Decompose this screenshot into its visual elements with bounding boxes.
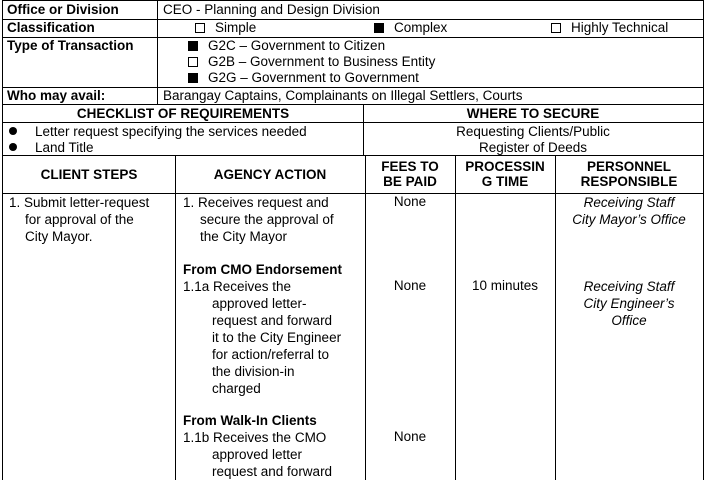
checkbox-icon (188, 57, 198, 67)
agency-action-1: 1. Receives request and secure the approval of the City Mayor (183, 195, 334, 244)
bullet-icon (9, 143, 17, 151)
avail-label: Who may avail: (7, 88, 106, 103)
where-header: WHERE TO SECURE (466, 106, 600, 121)
classification-label: Classification (7, 20, 95, 35)
columns-header-row (3, 156, 703, 194)
classification-option-simple: Simple (195, 20, 256, 35)
transaction-option-g2g: G2G – Government to Government (188, 70, 419, 85)
checklist-header-row (3, 105, 703, 123)
fee-step-1-1a: None (393, 278, 427, 293)
transaction-label: Type of Transaction (7, 38, 134, 53)
client-step-1: 1. Submit letter-request for approval of the City Mayor. (9, 195, 150, 244)
agency-action-1-1b: From Walk-In Clients 1.1b Receives the CMO approved letter request and forward (183, 413, 333, 479)
fee-step-1: None (393, 194, 427, 209)
avail-value: Barangay Captains, Complainants on Illegal Settlers, Courts (163, 88, 523, 103)
agency-action-header: AGENCY ACTION (213, 167, 327, 182)
office-label: Office or Division (7, 2, 119, 17)
checkbox-checked-icon (188, 41, 198, 51)
fees-header: FEES TO BE PAID (381, 159, 439, 189)
requirement-item: Letter request specifying the services needed (9, 124, 307, 139)
checkbox-checked-icon (374, 23, 384, 33)
requirement-item: Land Title (9, 140, 94, 155)
classification-row (3, 20, 703, 38)
personnel-step-1: Receiving Staff City Mayor’s Office (572, 195, 686, 227)
checkbox-icon (195, 23, 205, 33)
office-row (3, 1, 703, 20)
checklist-header: CHECKLIST OF REQUIREMENTS (76, 106, 290, 121)
avail-row (3, 88, 703, 105)
transaction-option-g2c: G2C – Government to Citizen (188, 38, 385, 53)
where-item: Requesting Clients/Public (456, 124, 610, 139)
personnel-step-1-1a: Receiving Staff City Engineer’s Office (583, 279, 675, 328)
steps-body (3, 194, 703, 480)
service-table (2, 0, 704, 480)
where-item: Register of Deeds (478, 140, 588, 155)
transaction-row (3, 38, 703, 88)
fee-step-1-1b: None (393, 429, 427, 444)
office-value: CEO - Planning and Design Division (163, 2, 380, 17)
checkbox-icon (551, 23, 561, 33)
classification-option-technical: Highly Technical (551, 20, 668, 35)
classification-option-complex: Complex (374, 20, 447, 35)
processing-time-header: PROCESSIN G TIME (465, 159, 545, 189)
client-steps-header: CLIENT STEPS (40, 167, 138, 182)
time-step-1-1a: 10 minutes (471, 278, 539, 293)
personnel-header: PERSONNEL RESPONSIBLE (580, 159, 678, 189)
checkbox-checked-icon (188, 73, 198, 83)
transaction-option-g2b: G2B – Government to Business Entity (188, 54, 435, 69)
bullet-icon (9, 127, 17, 135)
checklist-items-row (3, 123, 703, 156)
agency-action-1-1a: From CMO Endorsement 1.1a Receives the approved letter- request and forward it to the City Engineer for action/referral to the division-in charged (183, 262, 343, 396)
